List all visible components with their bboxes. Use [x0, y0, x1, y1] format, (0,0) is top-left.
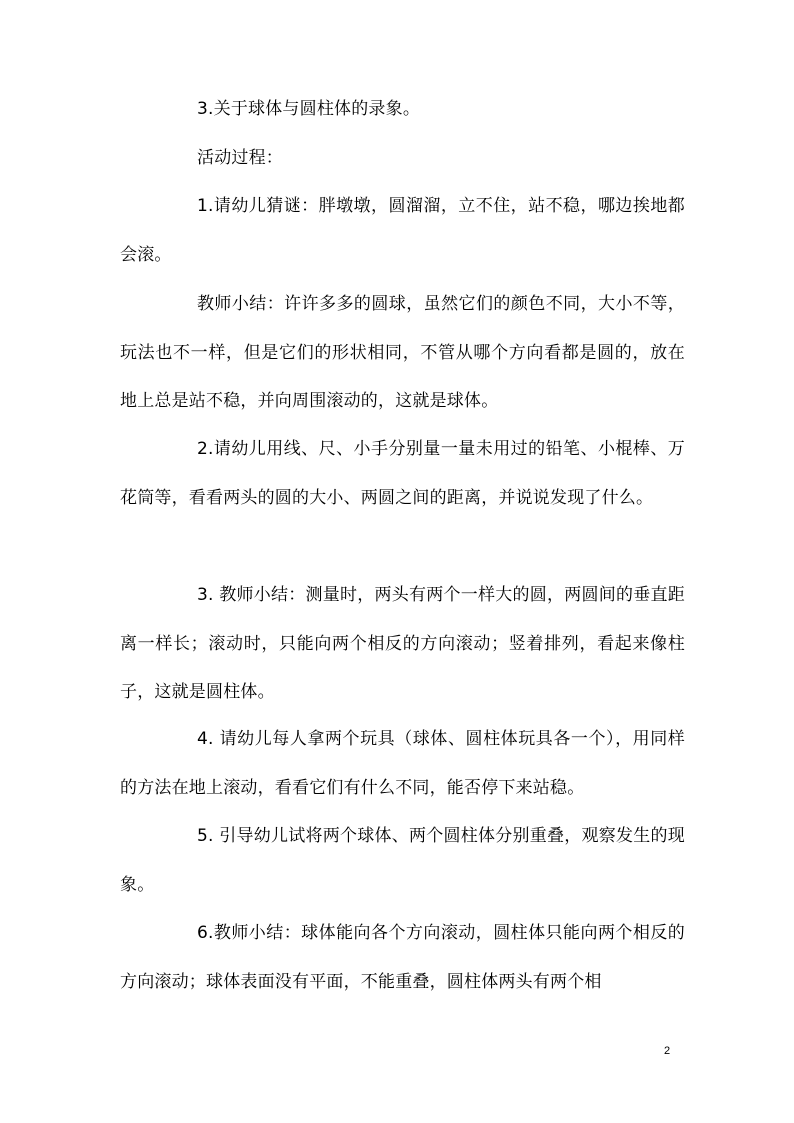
- paragraph-activity-heading: 活动过程：: [197, 148, 283, 168]
- paragraph-step-1: 1.请幼儿猜谜：胖墩墩，圆溜溜，立不住，站不稳，哪边挨地都会滚。: [120, 196, 685, 265]
- page-number: 2: [664, 1045, 671, 1057]
- paragraph-step-5: 5. 引导幼儿试将两个球体、两个圆柱体分别重叠，观察发生的现象。: [120, 826, 685, 895]
- paragraph-materials-3: 3.关于球体与圆柱体的录象。: [197, 99, 421, 119]
- paragraph-teacher-summary-1: 教师小结：许许多多的圆球，虽然它们的颜色不同，大小不等，玩法也不一样，但是它们的形状相同，不管从哪个方向看都是圆的，放在地上总是站不稳，并向周围滚动的，这就是球体。: [120, 294, 685, 411]
- paragraph-step-2: 2.请幼儿用线、尺、小手分别量一量未用过的铅笔、小棍棒、万花筒等，看看两头的圆的大小、两圆之间的距离，并说说发现了什么。: [120, 439, 685, 508]
- paragraph-step-6: 6.教师小结：球体能向各个方向滚动，圆柱体只能向两个相反的方向滚动；球体表面没有平面，不能重叠，圆柱体两头有两个相: [120, 923, 685, 992]
- paragraph-step-4: 4. 请幼儿每人拿两个玩具（球体、圆柱体玩具各一个），用同样的方法在地上滚动，看看它们有什么不同，能否停下来站稳。: [120, 729, 685, 798]
- paragraph-step-3: 3. 教师小结：测量时，两头有两个一样大的圆，两圆间的垂直距离一样长；滚动时，只能向两个相反的方向滚动；竖着排列，看起来像柱子，这就是圆柱体。: [120, 585, 685, 702]
